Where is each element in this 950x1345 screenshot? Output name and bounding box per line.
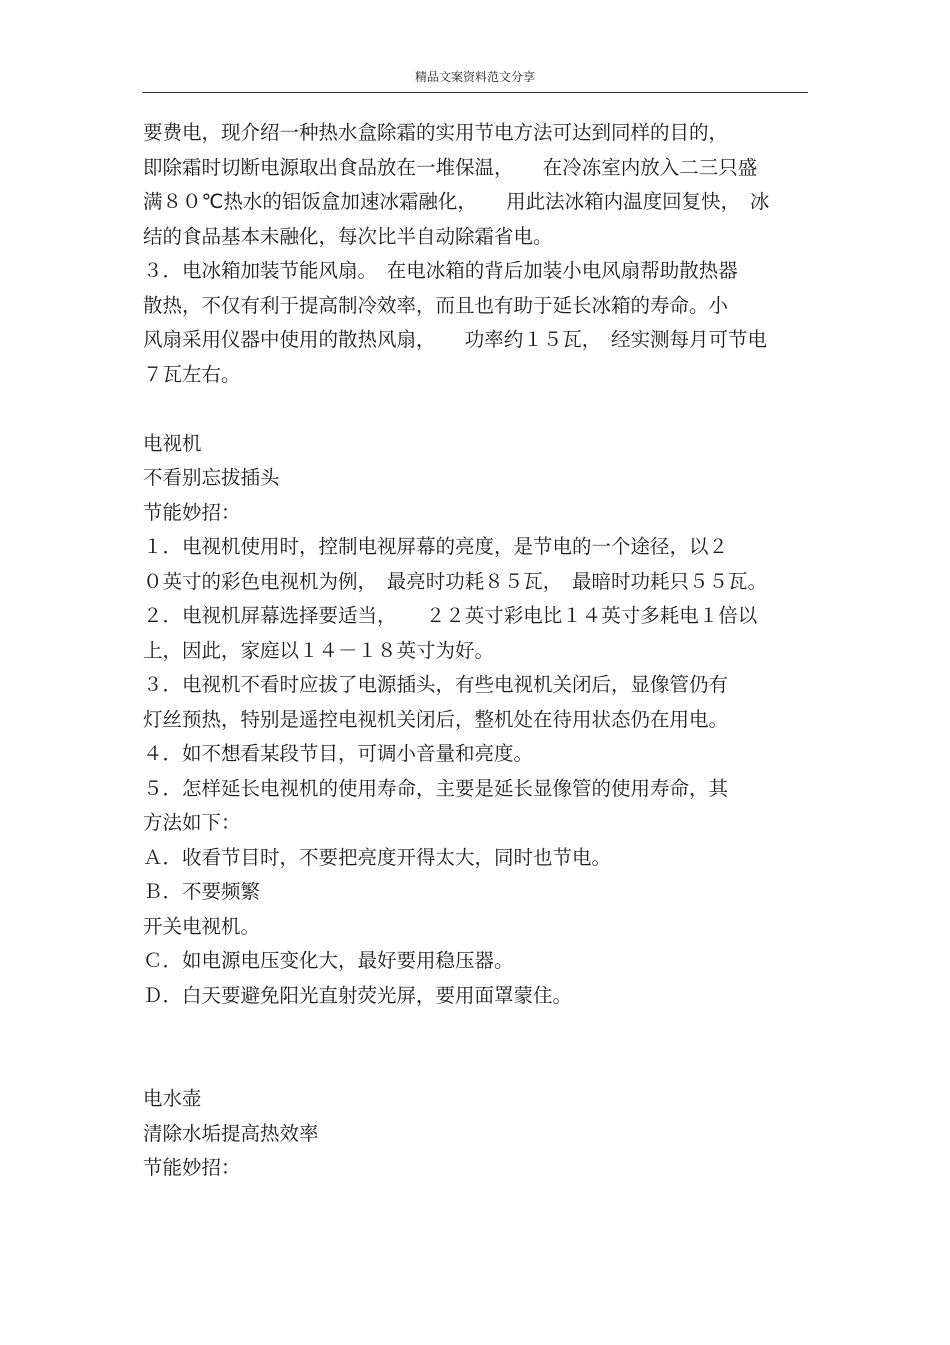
tips-label: 节能妙招： [143, 1156, 241, 1179]
paragraph-line: Ａ．收看节目时，不要把亮度开得太大，同时也节电。 [143, 845, 612, 869]
paragraph-line: Ｂ．不要频繁 [143, 880, 261, 903]
section-title: 电视机 [143, 431, 202, 455]
paragraph-line: 要费电，现介绍一种热水盒除霜的实用节电方法可达到同样的目的， [143, 121, 729, 144]
paragraph-line: Ｃ．如电源电压变化大，最好要用稳压器。 [143, 949, 514, 972]
paragraph-line: 方法如下： [143, 811, 241, 834]
section-title: 电水壶 [143, 1087, 202, 1110]
paragraph-line: ２．电视机屏幕选择要适当， ２２英寸彩电比１４英寸多耗电１倍以 [143, 604, 758, 627]
paragraph-line: 即除霜时切断电源取出食品放在一堆保温， 在冷冻室内放入二三只盛 [143, 155, 758, 179]
tips-label: 节能妙招： [143, 500, 241, 524]
paragraph-line: １．电视机使用时，控制电视屏幕的亮度，是节电的一个途径，以２ [143, 535, 729, 558]
paragraph-line: ３．电冰箱加装节能风扇。 在电冰箱的背后加装小电风扇帮助散热器 [143, 259, 738, 282]
section-subtitle: 清除水垢提高热效率 [143, 1121, 319, 1145]
paragraph-line: 满８０℃热水的铝饭盒加速冰霜融化， 用此法冰箱内温度回复快， 冰 [143, 190, 770, 213]
paragraph-line: 风扇采用仪器中使用的散热风扇， 功率约１５瓦， 经实测每月可节电 [143, 328, 768, 351]
paragraph-line: 结的食品基本未融化，每次比半自动除霜省电。 [143, 224, 553, 248]
paragraph-line: 散热，不仅有利于提高制冷效率，而且也有助于延长冰箱的寿命。小 [143, 293, 729, 317]
paragraph-line: Ｄ．白天要避免阳光直射荧光屏，要用面罩蒙住。 [143, 983, 573, 1007]
paragraph-line: ５．怎样延长电视机的使用寿命，主要是延长显像管的使用寿命，其 [143, 776, 729, 800]
header-text: 精品文案资料范文分享 [414, 70, 535, 84]
blank-line [143, 392, 813, 427]
paragraph-line: ３．电视机不看时应拔了电源插头，有些电视机关闭后，显像管仍有 [143, 673, 729, 696]
paragraph-line: 开关电视机。 [143, 914, 261, 938]
page-header [142, 62, 808, 93]
paragraph-line: ０英寸的彩色电视机为例， 最亮时功耗８５瓦， 最暗时功耗只５５瓦。 [143, 569, 768, 593]
document-body [143, 116, 813, 1186]
paragraph-line: ４．如不想看某段节目，可调小音量和亮度。 [143, 742, 534, 765]
paragraph-line: 灯丝预热，特别是遥控电视机关闭后，整机处在待用状态仍在用电。 [143, 707, 729, 731]
blank-line [143, 1013, 813, 1082]
paragraph-line: 上，因此，家庭以１４－１８英寸为好。 [143, 638, 495, 662]
section-subtitle: 不看别忘拔插头 [143, 466, 280, 489]
paragraph-line: ７瓦左右。 [143, 362, 241, 386]
